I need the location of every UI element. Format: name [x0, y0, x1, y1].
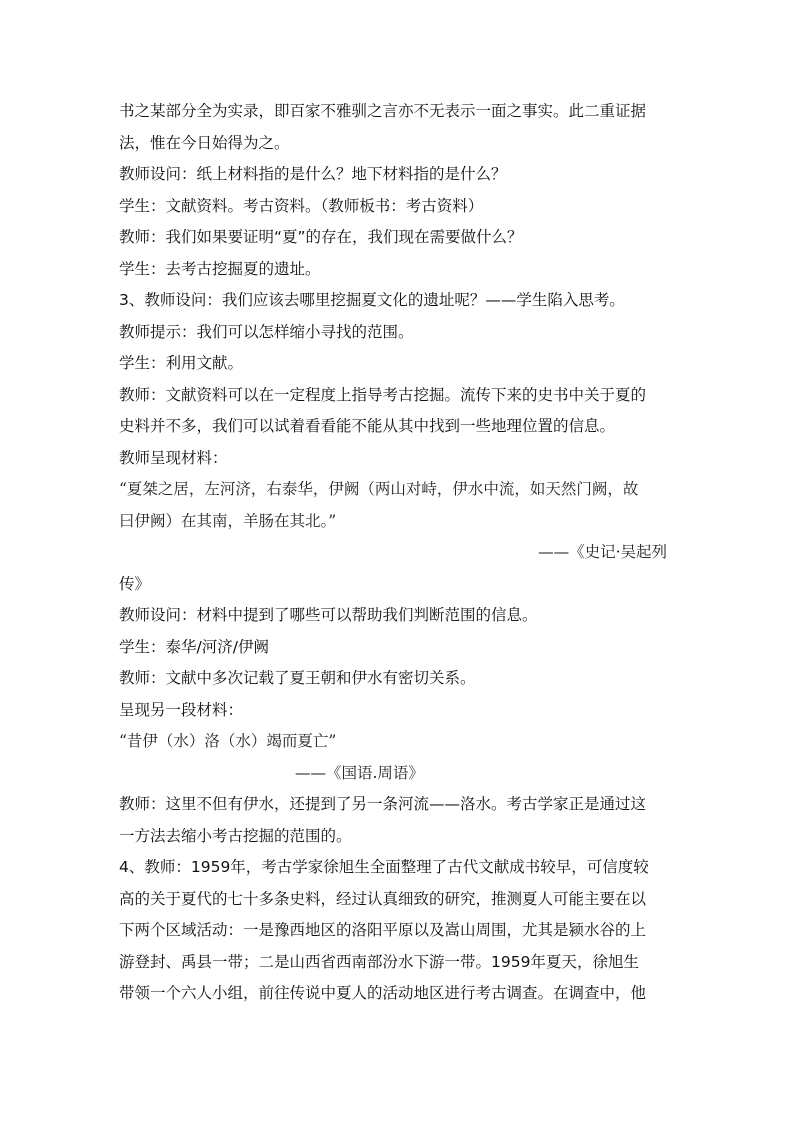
quote-guoyu: “昔伊（水）洛（水）竭而夏亡”	[119, 732, 337, 750]
teacher-statement: 教师：这里不但有伊水，还提到了另一条河流——洛水。考古学家正是通过这	[119, 795, 647, 813]
paragraph-line: 游登封、禹县一带；二是山西省西南部汾水下游一带。1959年夏天，徐旭生	[119, 952, 639, 971]
student-answer: 学生：泰华/河济/伊阙	[119, 637, 269, 656]
teacher-statement: 教师：文献资料可以在一定程度上指导考古挖掘。流传下来的史书中关于夏的	[119, 385, 647, 404]
teacher-material-intro: 教师呈现材料：	[119, 448, 228, 467]
material-intro: 呈现另一段材料：	[119, 700, 244, 719]
document-page	[119, 96, 667, 1010]
student-answer: 学生：文献资料。考古资料。（教师板书：考古资料）	[119, 196, 484, 215]
paragraph-line: 法，惟在今日始得为之。	[119, 133, 290, 152]
source-citation-shiji: ——《史记·吴起列	[538, 543, 667, 561]
quote-shiji-cont: 曰伊阙）在其南，羊肠在其北。”	[119, 511, 337, 530]
quote-shiji: “夏桀之居，左河济，右泰华，伊阙（两山对峙，伊水中流，如天然门阙，故	[119, 480, 639, 498]
paragraph-line: 书之某部分全为实录，即百家不雅驯之言亦不无表示一面之事实。此二重证据	[119, 102, 647, 120]
teacher-question: 教师设问：材料中提到了哪些可以帮助我们判断范围的信息。	[119, 606, 538, 624]
teacher-statement: 教师：文献中多次记载了夏王朝和伊水有密切关系。	[119, 669, 476, 687]
teacher-question: 教师设问：纸上材料指的是什么？地下材料指的是什么？	[119, 165, 507, 183]
paragraph-line: 高的关于夏代的七十多条史料，经过认真细致的研究，推测夏人可能主要在以	[119, 889, 647, 908]
paragraph-line: 带领一个六人小组，前往传说中夏人的活动地区进行考古调查。在调查中，他	[119, 984, 647, 1002]
source-citation-guoyu: ——《国语.周语》	[295, 763, 424, 782]
paragraph-line: 下两个区域活动：一是豫西地区的洛阳平原以及嵩山周围，尤其是颍水谷的上	[119, 921, 647, 939]
teacher-question: 3、教师设问：我们应该去哪里挖掘夏文化的遗址呢？——学生陷入思考。	[119, 291, 625, 309]
paragraph-line: 史料并不多，我们可以试着看看能不能从其中找到一些地理位置的信息。	[119, 417, 616, 435]
teacher-statement: 4、教师：1959年，考古学家徐旭生全面整理了古代文献成书较早，可信度较	[119, 858, 649, 876]
paragraph-line: 一方法去缩小考古挖掘的范围的。	[119, 826, 352, 845]
source-citation-shiji-cont: 传》	[119, 574, 151, 593]
teacher-hint: 教师提示：我们可以怎样缩小寻找的范围。	[119, 322, 414, 341]
student-answer: 学生：利用文献。	[119, 354, 244, 372]
student-answer: 学生：去考古挖掘夏的遗址。	[119, 259, 321, 278]
teacher-statement: 教师：我们如果要证明“夏”的存在，我们现在需要做什么？	[119, 228, 523, 246]
